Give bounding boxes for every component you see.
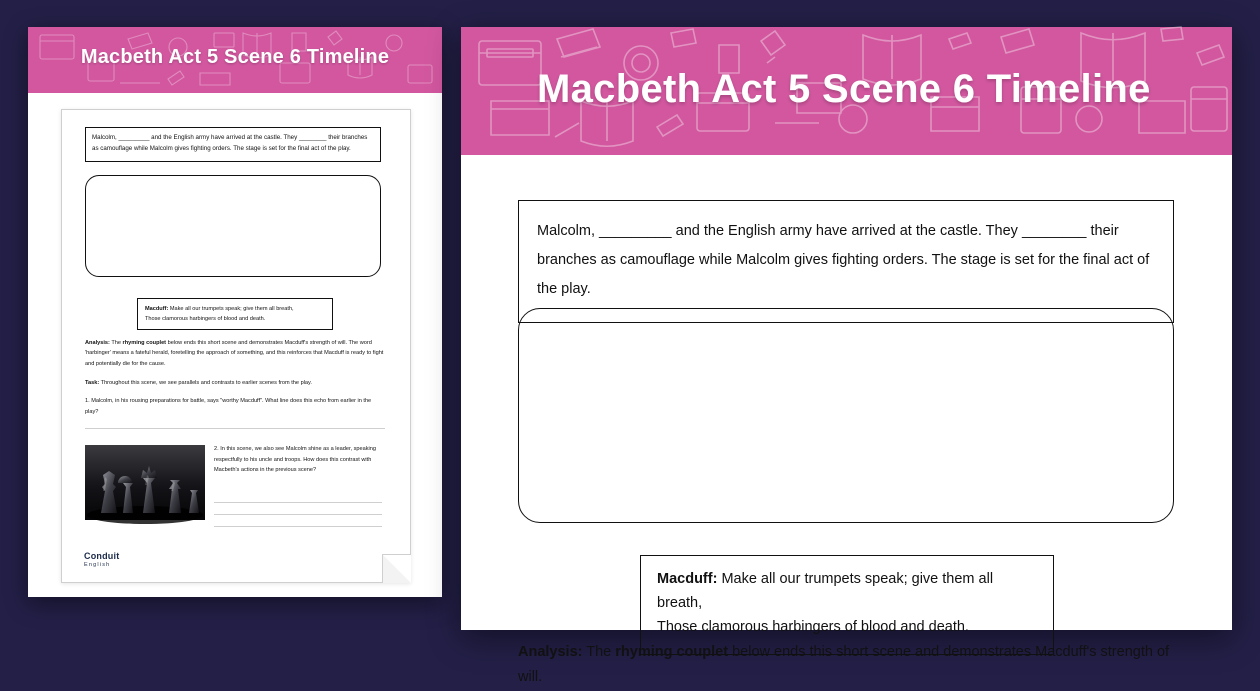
thumbnail-answer-box[interactable] bbox=[85, 175, 381, 277]
student-answer-box[interactable] bbox=[518, 308, 1174, 523]
document-body bbox=[461, 155, 1232, 686]
thumbnail-question-1: 1. Malcolm, in his rousing preparations for battle, says "worthy Macduff". What line does this echo from earlier in the play? bbox=[85, 398, 372, 415]
analysis-text-part2: below ends this short scene and demonstrates Macduff's strength of will. bbox=[518, 644, 1170, 686]
preview-document-thumbnail[interactable] bbox=[28, 27, 442, 597]
quote-line-1: Make all our trumpets speak; give them all breath, bbox=[657, 571, 994, 611]
thumbnail-task-text bbox=[85, 378, 385, 388]
brand-logo bbox=[84, 551, 119, 568]
thumbnail-header-banner bbox=[28, 27, 442, 93]
document-header-banner bbox=[461, 27, 1232, 155]
chess-pieces-image bbox=[85, 445, 205, 520]
thumbnail-body bbox=[28, 93, 442, 597]
thumbnail-analysis-part2: below ends this short scene and demonstrates Macduff's strength of will. bbox=[166, 340, 348, 346]
thumbnail-answer-rule bbox=[214, 514, 382, 515]
intro-paragraph-box: Malcolm, _________ and the English army have arrived at the castle. They ________ their branches as camouflage while Malcolm gives fighting orders. The stage is set for the final act of the play. bbox=[518, 200, 1174, 323]
thumbnail-analysis-label: Analysis: bbox=[85, 340, 110, 346]
thumbnail-analysis-part1: The bbox=[109, 340, 123, 346]
thumbnail-quote-box bbox=[137, 298, 333, 330]
thumbnail-answer-rule bbox=[214, 526, 382, 527]
analysis-text-part1: The bbox=[582, 644, 616, 660]
thumbnail-task-label: Task: bbox=[85, 380, 100, 386]
thumbnail-title: Macbeth Act 5 Scene 6 Timeline bbox=[80, 46, 390, 68]
analysis-bold-term: rhyming couplet bbox=[615, 644, 729, 660]
quote-speaker: Macduff: bbox=[657, 571, 718, 587]
document-title: Macbeth Act 5 Scene 6 Timeline bbox=[537, 67, 1151, 111]
thumbnail-quote-speaker: Macduff: bbox=[145, 306, 169, 312]
quote-line-2: Those clamorous harbingers of blood and death. bbox=[657, 618, 969, 635]
main-document-view[interactable] bbox=[461, 27, 1232, 686]
thumbnail-question-2: 2. In this scene, we also see Malcolm shine as a leader, speaking respectfully to his uncle and troops. How does this contrast with Macbeth's actions in the previous scene? bbox=[214, 446, 376, 474]
thumbnail-quote-line1: Make all our trumpets speak; give them all breath, bbox=[168, 306, 294, 312]
brand-subtitle: English bbox=[84, 562, 111, 568]
chess-photo-illustration-icon bbox=[85, 445, 205, 520]
brand-name: Conduit bbox=[84, 551, 120, 561]
thumbnail-page-sheet bbox=[61, 109, 411, 583]
analysis-paragraph bbox=[518, 640, 1188, 691]
thumbnail-answer-rule bbox=[85, 428, 385, 429]
thumbnail-quote-line2: Those clamorous harbingers of blood and death. bbox=[145, 316, 266, 323]
thumbnail-intro-box: Malcolm, _________ and the English army have arrived at the castle. They ________ their branches as camouflage while Malcolm gives fighting orders. The stage is set for the final act of the play. bbox=[85, 127, 381, 162]
thumbnail-task-body: Throughout this scene, we see parallels and contrasts to earlier scenes from the play. bbox=[99, 380, 312, 386]
thumbnail-analysis-continued: The word 'harbinger' means a fateful herald, foretelling the approach of something, and this reinforces that Macduff is ready to fight and potentially die for the cause. bbox=[85, 340, 384, 367]
analysis-label: Analysis: bbox=[518, 644, 583, 660]
thumbnail-analysis-text bbox=[85, 338, 385, 369]
thumbnail-analysis-term: rhyming couplet bbox=[122, 340, 167, 346]
thumbnail-answer-rule bbox=[214, 502, 382, 503]
